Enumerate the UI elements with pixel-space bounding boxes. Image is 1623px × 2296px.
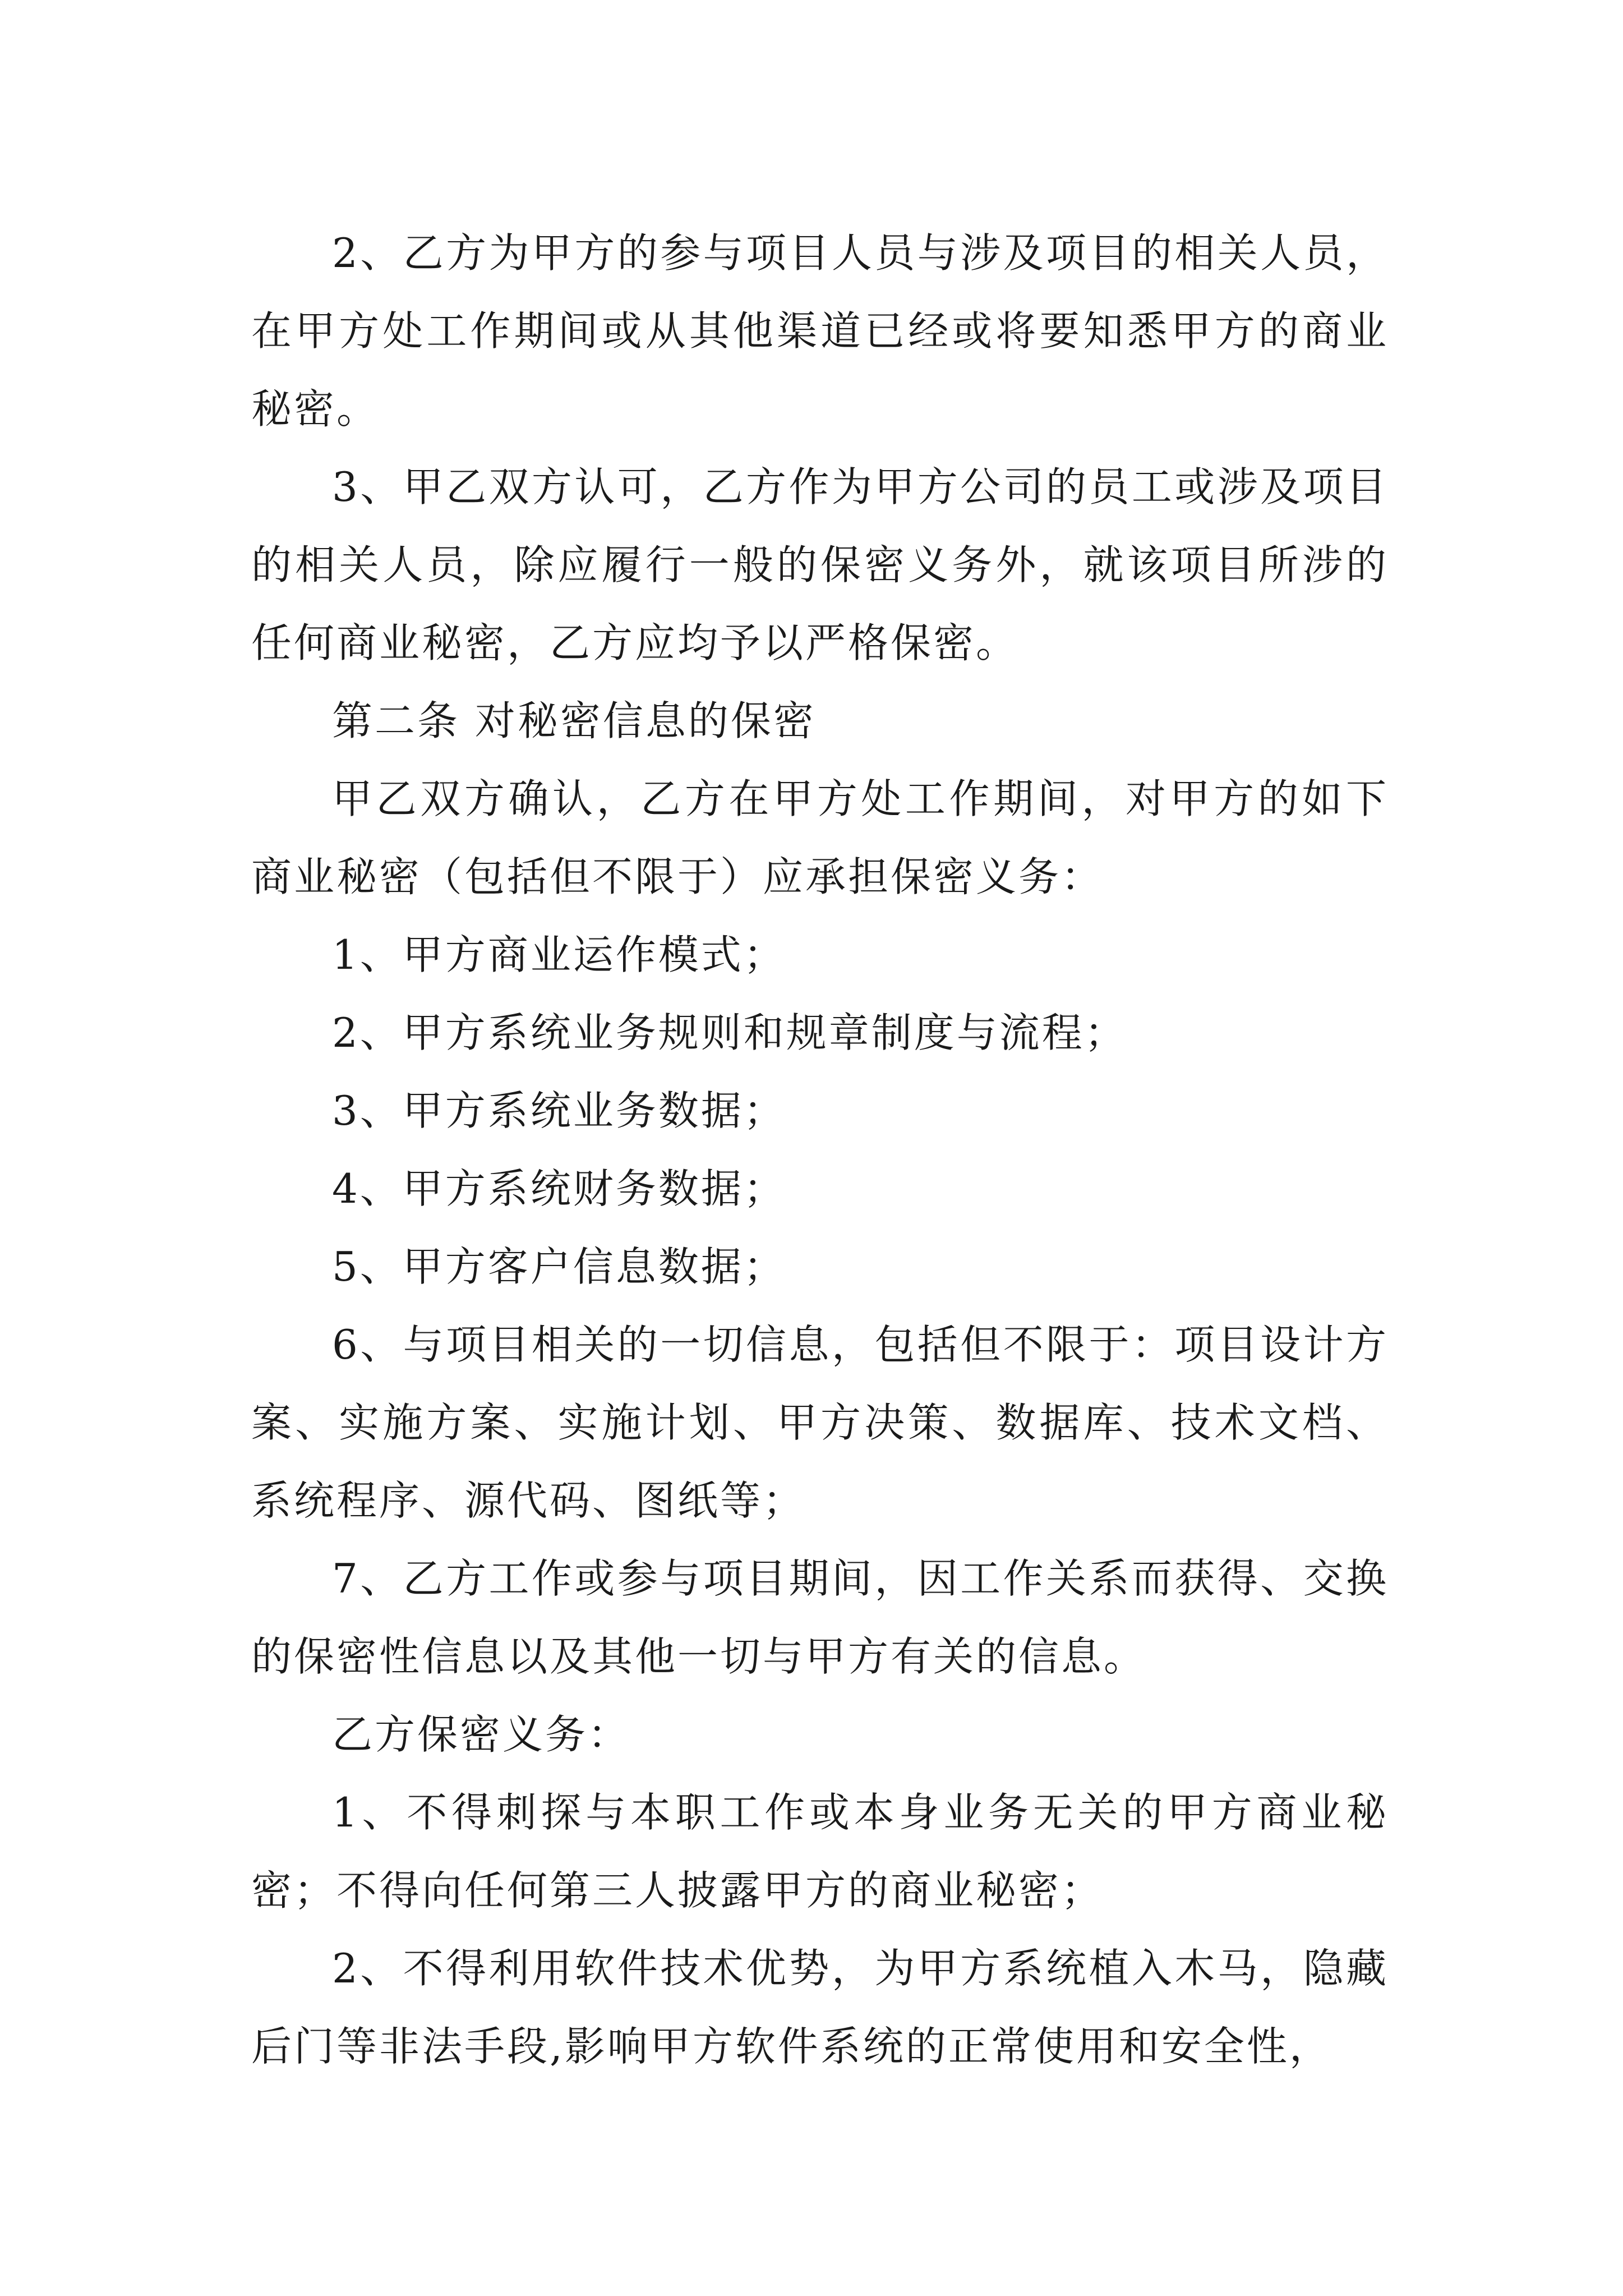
- list-item-secret-3: 3、甲方系统业务数据；: [332, 1087, 786, 1134]
- list-item-obligation-1: 1、不得刺探与本职工作或本身业务无关的甲方商业秘密；不得向任何第三人披露甲方的商业秘密；: [251, 1789, 1389, 1914]
- paragraph-confirmation: 甲乙双方确认，乙方在甲方处工作期间，对甲方的如下商业秘密（包括但不限于）应承担保密义务：: [251, 775, 1389, 900]
- document-body: [251, 214, 1389, 2086]
- paragraph-clause-2: 2、乙方为甲方的参与项目人员与涉及项目的相关人员，在甲方处工作期间或从其他渠道已经或将要知悉甲方的商业秘密。: [251, 229, 1389, 432]
- list-item-secret-7: 7、乙方工作或参与项目期间，因工作关系而获得、交换的保密性信息以及其他一切与甲方有关的信息。: [251, 1555, 1389, 1680]
- list-item-secret-4: 4、甲方系统财务数据；: [332, 1165, 786, 1212]
- list-item-secret-6: 6、与项目相关的一切信息，包括但不限于：项目设计方案、实施方案、实施计划、甲方决策、数据库、技术文档、系统程序、源代码、图纸等；: [251, 1321, 1389, 1524]
- section-heading-obligations: 乙方保密义务：: [332, 1711, 631, 1758]
- paragraph-clause-3: 3、甲乙双方认可，乙方作为甲方公司的员工或涉及项目的相关人员，除应履行一般的保密义务外，就该项目所涉的任何商业秘密，乙方应均予以严格保密。: [251, 463, 1389, 666]
- list-item-secret-5: 5、甲方客户信息数据；: [332, 1243, 786, 1290]
- list-item-secret-2: 2、甲方系统业务规则和规章制度与流程；: [332, 1009, 1127, 1056]
- list-item-secret-1: 1、甲方商业运作模式；: [332, 931, 786, 978]
- list-item-obligation-2: 2、不得利用软件技术优势，为甲方系统植入木马，隐藏后门等非法手段,影响甲方软件系统的正常使用和安全性，: [251, 1945, 1389, 2070]
- section-heading-article-2: 第二条 对秘密信息的保密: [332, 697, 816, 744]
